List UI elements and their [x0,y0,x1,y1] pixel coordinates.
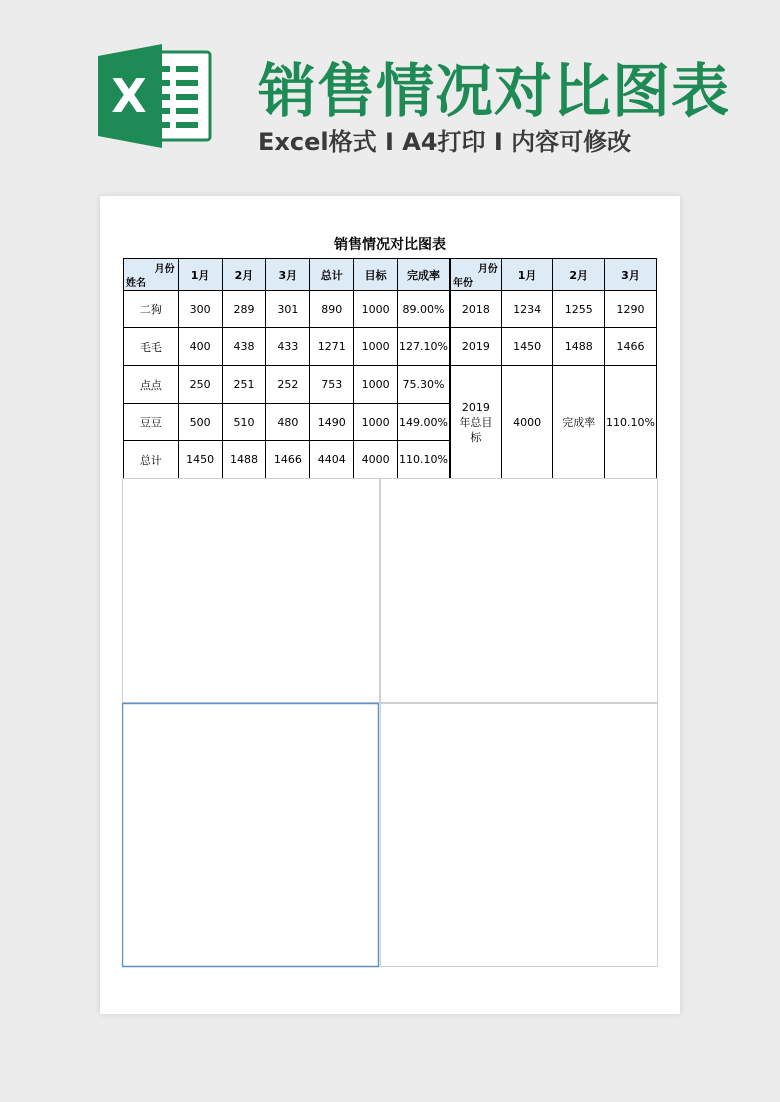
table-cell: 总计 [124,441,179,479]
rate-label-cell: 完成率 [553,366,605,479]
table-row [124,366,450,404]
banner-subtitle: Excel格式 I A4打印 I 内容可修改 [258,128,632,156]
chart-area [122,478,658,968]
banner-title: 销售情况对比图表 [258,57,731,125]
table-cell: 252 [266,366,310,404]
table-cell: 149.00% [398,404,450,441]
table-cell: 438 [222,328,266,366]
table-cell: 433 [266,328,310,366]
table-cell: 1466 [266,441,310,479]
table-cell: 1450 [501,328,553,366]
chart-panel [123,704,379,967]
table-cell: 1271 [310,328,354,366]
table-cell: 毛毛 [124,328,179,366]
table-cell: 豆豆 [124,404,179,441]
table-cell: 4404 [310,441,354,479]
table-cell: 1450 [178,441,222,479]
goal-value-cell: 4000 [501,366,553,479]
chart-panel [123,479,380,703]
table-row [451,366,657,479]
sheet-title: 销售情况对比图表 [334,237,446,253]
banner [0,0,780,195]
table-cell: 89.00% [398,291,450,328]
table2-corner: 月份 年份 [451,259,502,291]
table-cell: 二狗 [124,291,179,328]
chart-panel [381,704,658,967]
table1-header: 2月 [222,259,266,291]
table1-header: 完成率 [398,259,450,291]
table1-header: 1月 [178,259,222,291]
logo-letter: X [111,69,147,123]
table-row [124,404,450,441]
table-row [124,328,450,366]
table1-corner: 月份 姓名 [124,259,179,291]
table-cell: 510 [222,404,266,441]
table-cell: 1000 [354,404,398,441]
table-cell: 400 [178,328,222,366]
table-cell: 251 [222,366,266,404]
table-cell: 1000 [354,366,398,404]
table-cell: 2019 [451,328,502,366]
table-cell: 301 [266,291,310,328]
table-row [124,441,450,479]
table-cell: 500 [178,404,222,441]
table-cell: 1490 [310,404,354,441]
table-cell: 127.10% [398,328,450,366]
table-cell: 1000 [354,291,398,328]
table-cell: 300 [178,291,222,328]
chart-panel [381,479,658,703]
table2-header: 3月 [605,259,657,291]
goal-label-cell: 2019年总目标 [451,366,502,479]
table-cell: 1466 [605,328,657,366]
table-cell: 480 [266,404,310,441]
table1-header: 3月 [266,259,310,291]
excel-logo-icon [96,42,214,150]
table-cell: 4000 [354,441,398,479]
table-cell: 289 [222,291,266,328]
table-cell: 点点 [124,366,179,404]
table2-header: 2月 [553,259,605,291]
table-cell: 2018 [451,291,502,328]
table2-header: 1月 [501,259,553,291]
table1-header: 总计 [310,259,354,291]
table-cell: 1000 [354,328,398,366]
rate-value-cell: 110.10% [605,366,657,479]
table-cell: 1255 [553,291,605,328]
table-row [451,328,657,366]
table-cell: 1488 [222,441,266,479]
table-cell: 75.30% [398,366,450,404]
table-cell: 753 [310,366,354,404]
table-cell: 110.10% [398,441,450,479]
table-cell: 1290 [605,291,657,328]
table-cell: 1488 [553,328,605,366]
table1-header: 目标 [354,259,398,291]
table-row [124,291,450,328]
table-cell: 890 [310,291,354,328]
year-comparison-table [450,258,657,479]
table-row [451,291,657,328]
table-cell: 250 [178,366,222,404]
sales-table [123,258,450,479]
table-cell: 1234 [501,291,553,328]
